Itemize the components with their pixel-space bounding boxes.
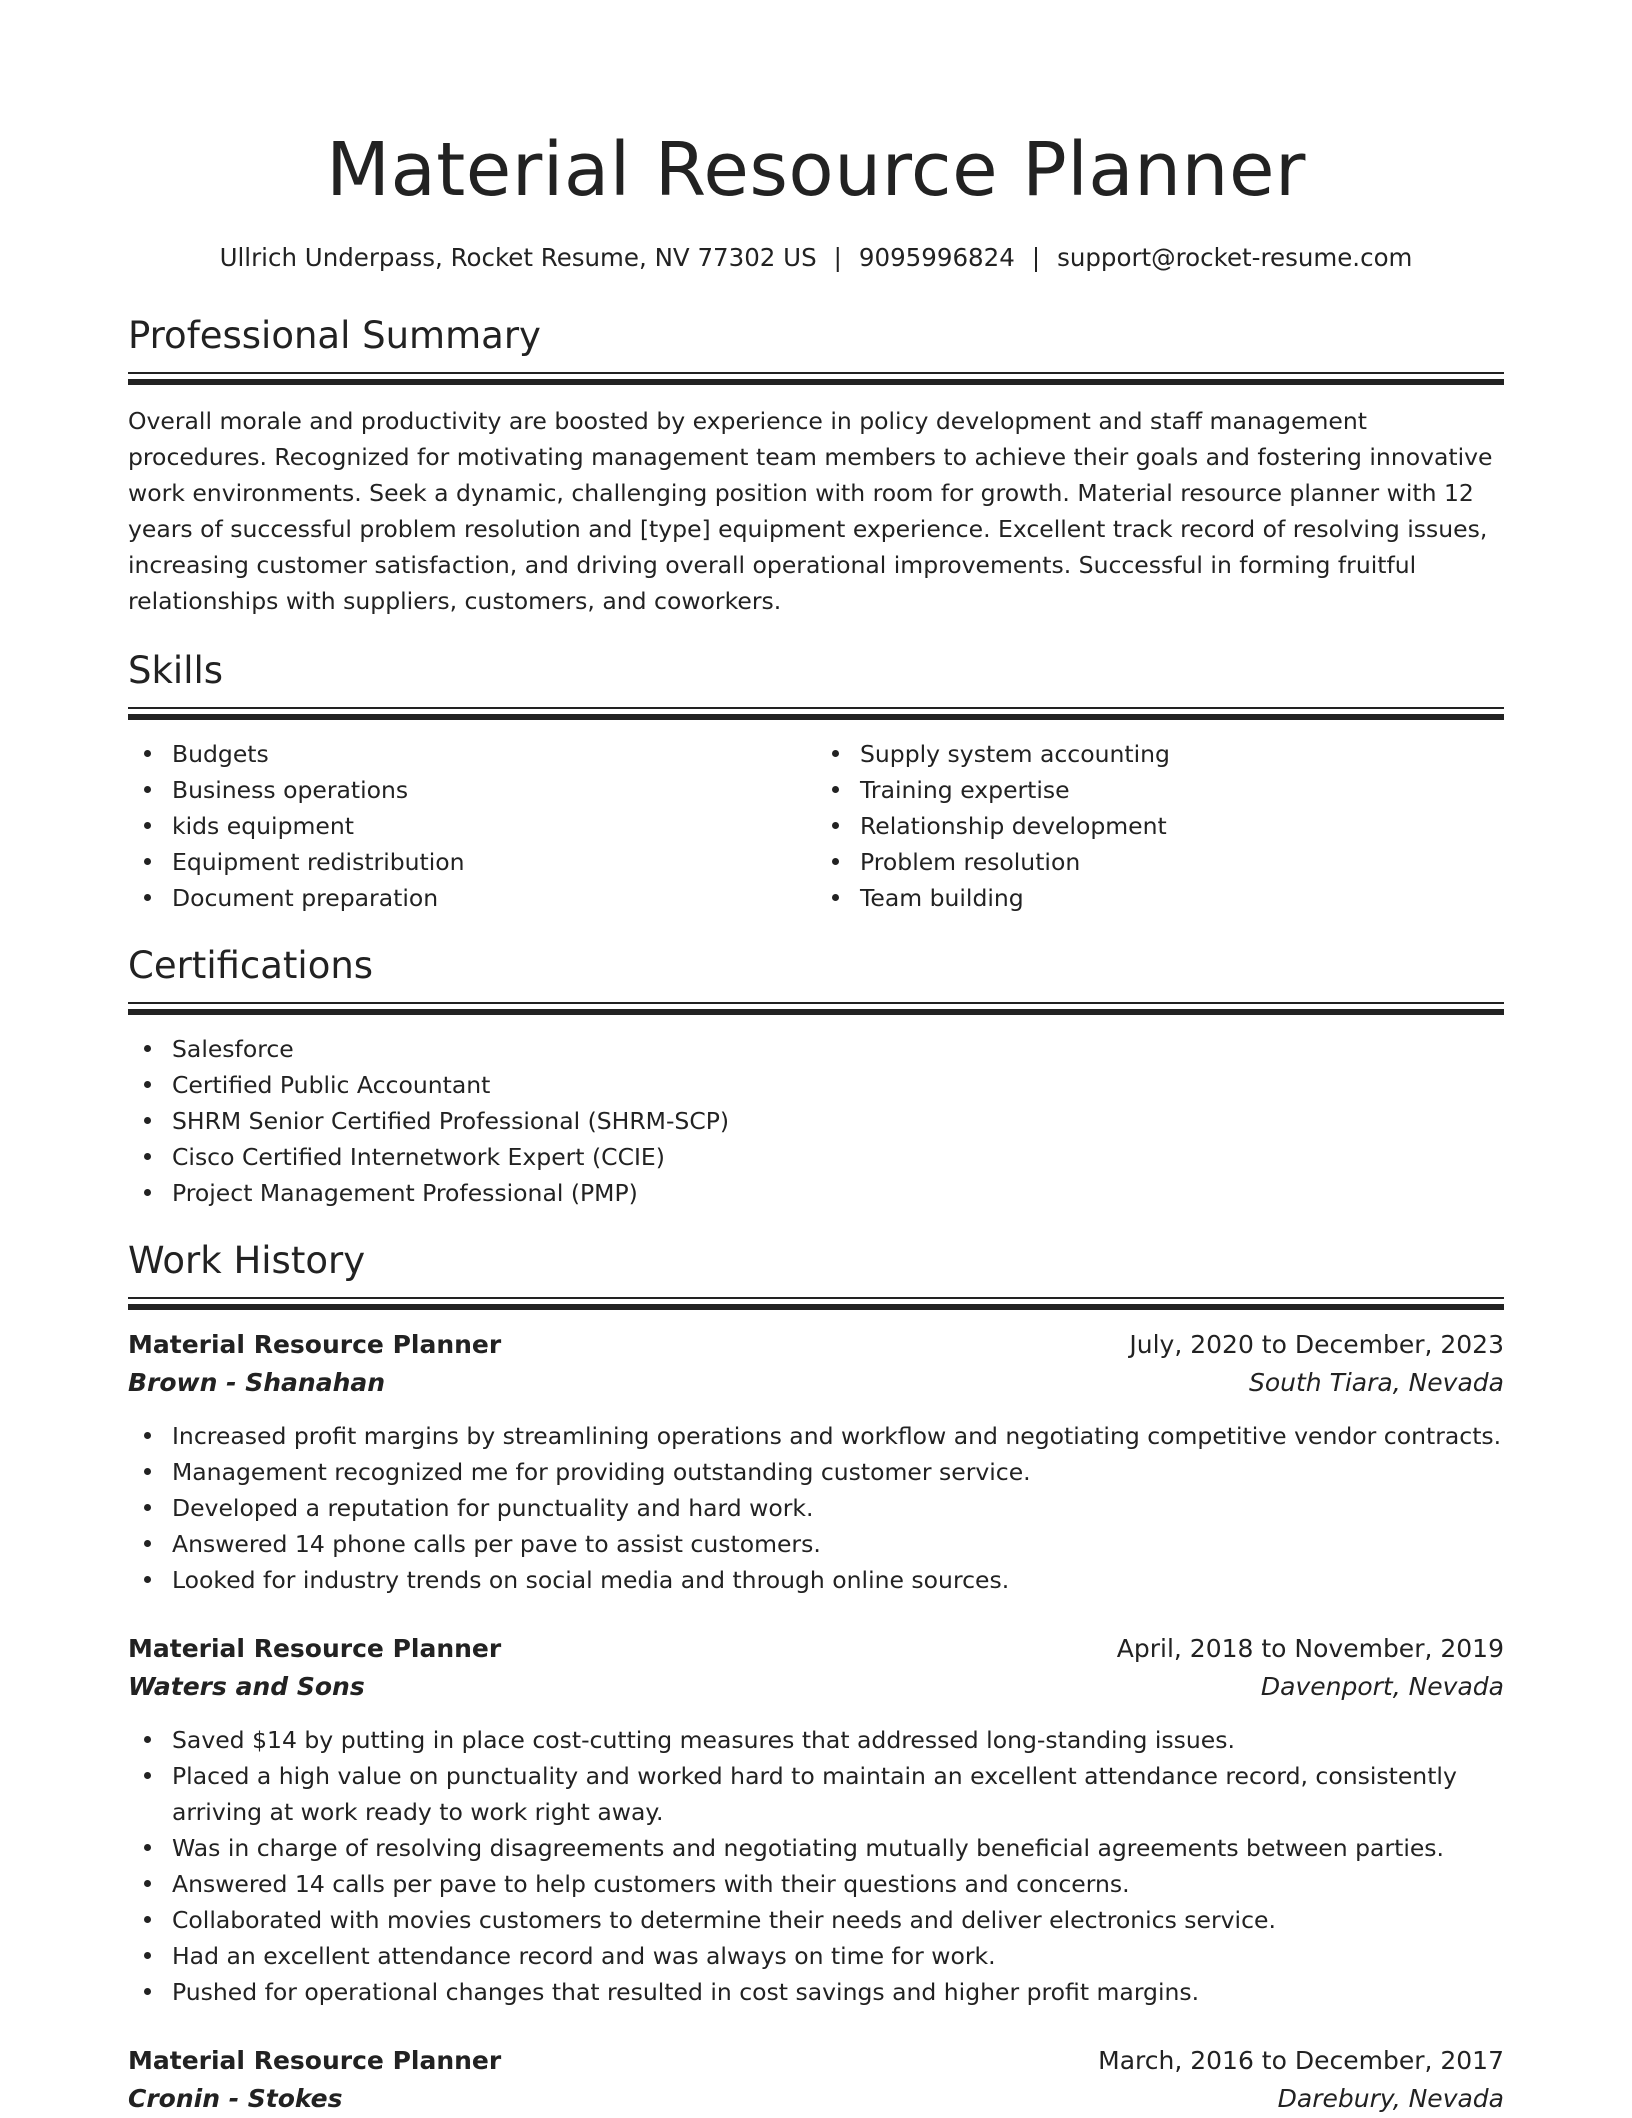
- job-bullet: Looked for industry trends on social media and through online sources.: [172, 1562, 1504, 1598]
- job-bullet: Had an excellent attendance record and was always on time for work.: [172, 1938, 1504, 1974]
- job-company: Waters and Sons: [128, 1672, 365, 1701]
- skill-item: Document preparation: [172, 880, 816, 916]
- job-bullets: [128, 1418, 1504, 1598]
- contact-line: [128, 242, 1504, 274]
- job-entry: [128, 1326, 1504, 1598]
- job-entry: [128, 1630, 1504, 2010]
- contact-email: support@rocket-resume.com: [1057, 243, 1413, 272]
- contact-separator: |: [1031, 243, 1041, 272]
- job-bullets: [128, 1722, 1504, 2010]
- job-header-row: [128, 1630, 1504, 1668]
- job-bullet: Management recognized me for providing outstanding customer service.: [172, 1454, 1504, 1490]
- job-bullet: Was in charge of resolving disagreements and negotiating mutually beneficial agreements between parties.: [172, 1830, 1504, 1866]
- skill-item: Problem resolution: [860, 844, 1504, 880]
- job-company-row: [128, 2080, 1504, 2118]
- section-divider: [128, 1002, 1504, 1015]
- section-title-skills: Skills: [128, 649, 224, 692]
- job-dates: July, 2020 to December, 2023: [1129, 1330, 1504, 1359]
- certification-item: SHRM Senior Certified Professional (SHRM-SCP): [172, 1103, 1504, 1139]
- job-bullet: Developed a reputation for punctuality and hard work.: [172, 1490, 1504, 1526]
- certification-item: Project Management Professional (PMP): [172, 1175, 1504, 1211]
- skill-item: Business operations: [172, 772, 816, 808]
- contact-separator: |: [833, 243, 842, 272]
- job-bullet: Collaborated with movies customers to determine their needs and deliver electronics service.: [172, 1902, 1504, 1938]
- skill-item: Supply system accounting: [860, 736, 1504, 772]
- skill-item: Relationship development: [860, 808, 1504, 844]
- section-divider: [128, 372, 1504, 385]
- section-title-summary: Professional Summary: [128, 314, 541, 357]
- job-location: Darebury, Nevada: [1277, 2084, 1504, 2113]
- certifications-section: [128, 942, 1504, 1211]
- job-title: Material Resource Planner: [128, 1634, 502, 1663]
- summary-text: Overall morale and productivity are boosted by experience in policy development and staff management procedures. Recognized for motivating management team members to achieve their goals and fostering innovative work environments. Seek a dynamic, challenging position with room for growth. Material resource planner with 12 years of successful problem resolution and [type] equipment experience. Excellent track record of resolving issues, increasing customer satisfaction, and driving overall operational improvements. Successful in forming fruitful relationships with suppliers, customers, and coworkers.: [128, 407, 1493, 615]
- job-company-row: [128, 1668, 1504, 1706]
- skill-item: Team building: [860, 880, 1504, 916]
- skills-list-right: [816, 736, 1504, 916]
- work-history-section: [128, 1237, 1504, 2118]
- job-entry: [128, 2042, 1504, 2118]
- summary-section: [128, 312, 1504, 619]
- job-bullet: Answered 14 phone calls per pave to assist customers.: [172, 1526, 1504, 1562]
- section-divider: [128, 1297, 1504, 1310]
- certification-item: Cisco Certified Internetwork Expert (CCIE): [172, 1139, 1504, 1175]
- job-bullet: Pushed for operational changes that resulted in cost savings and higher profit margins.: [172, 1974, 1504, 2010]
- section-title-certifications: Certifications: [128, 944, 374, 987]
- skill-item: Equipment redistribution: [172, 844, 816, 880]
- section-title-work-history: Work History: [128, 1239, 366, 1282]
- job-bullet: Answered 14 calls per pave to help customers with their questions and concerns.: [172, 1866, 1504, 1902]
- skill-item: kids equipment: [172, 808, 816, 844]
- job-company-row: [128, 1364, 1504, 1402]
- job-header-row: [128, 2042, 1504, 2080]
- resume-name: Material Resource Planner: [326, 127, 1306, 213]
- certification-item: Certified Public Accountant: [172, 1067, 1504, 1103]
- contact-address: Ullrich Underpass, Rocket Resume, NV 77302 US: [219, 243, 817, 272]
- section-divider: [128, 707, 1504, 720]
- job-company: Brown - Shanahan: [128, 1368, 386, 1397]
- job-bullet: Placed a high value on punctuality and worked hard to maintain an excellent attendance record, consistently arriving at work ready to work right away.: [172, 1758, 1504, 1830]
- certification-item: Salesforce: [172, 1031, 1504, 1067]
- skills-section: [128, 647, 1504, 916]
- skill-item: Budgets: [172, 736, 816, 772]
- job-company: Cronin - Stokes: [128, 2084, 343, 2113]
- job-title: Material Resource Planner: [128, 1330, 502, 1359]
- job-bullet: Increased profit margins by streamlining operations and workflow and negotiating competitive vendor contracts.: [172, 1418, 1504, 1454]
- job-dates: March, 2016 to December, 2017: [1098, 2046, 1504, 2075]
- skills-grid: [128, 736, 1504, 916]
- job-header-row: [128, 1326, 1504, 1364]
- job-location: South Tiara, Nevada: [1248, 1368, 1504, 1397]
- contact-phone: 9095996824: [858, 243, 1015, 272]
- skills-list-left: [128, 736, 816, 916]
- certifications-list: [128, 1031, 1504, 1211]
- job-bullet: Saved $14 by putting in place cost-cutting measures that addressed long-standing issues.: [172, 1722, 1504, 1758]
- job-dates: April, 2018 to November, 2019: [1116, 1634, 1504, 1663]
- job-title: Material Resource Planner: [128, 2046, 502, 2075]
- job-location: Davenport, Nevada: [1260, 1672, 1504, 1701]
- skill-item: Training expertise: [860, 772, 1504, 808]
